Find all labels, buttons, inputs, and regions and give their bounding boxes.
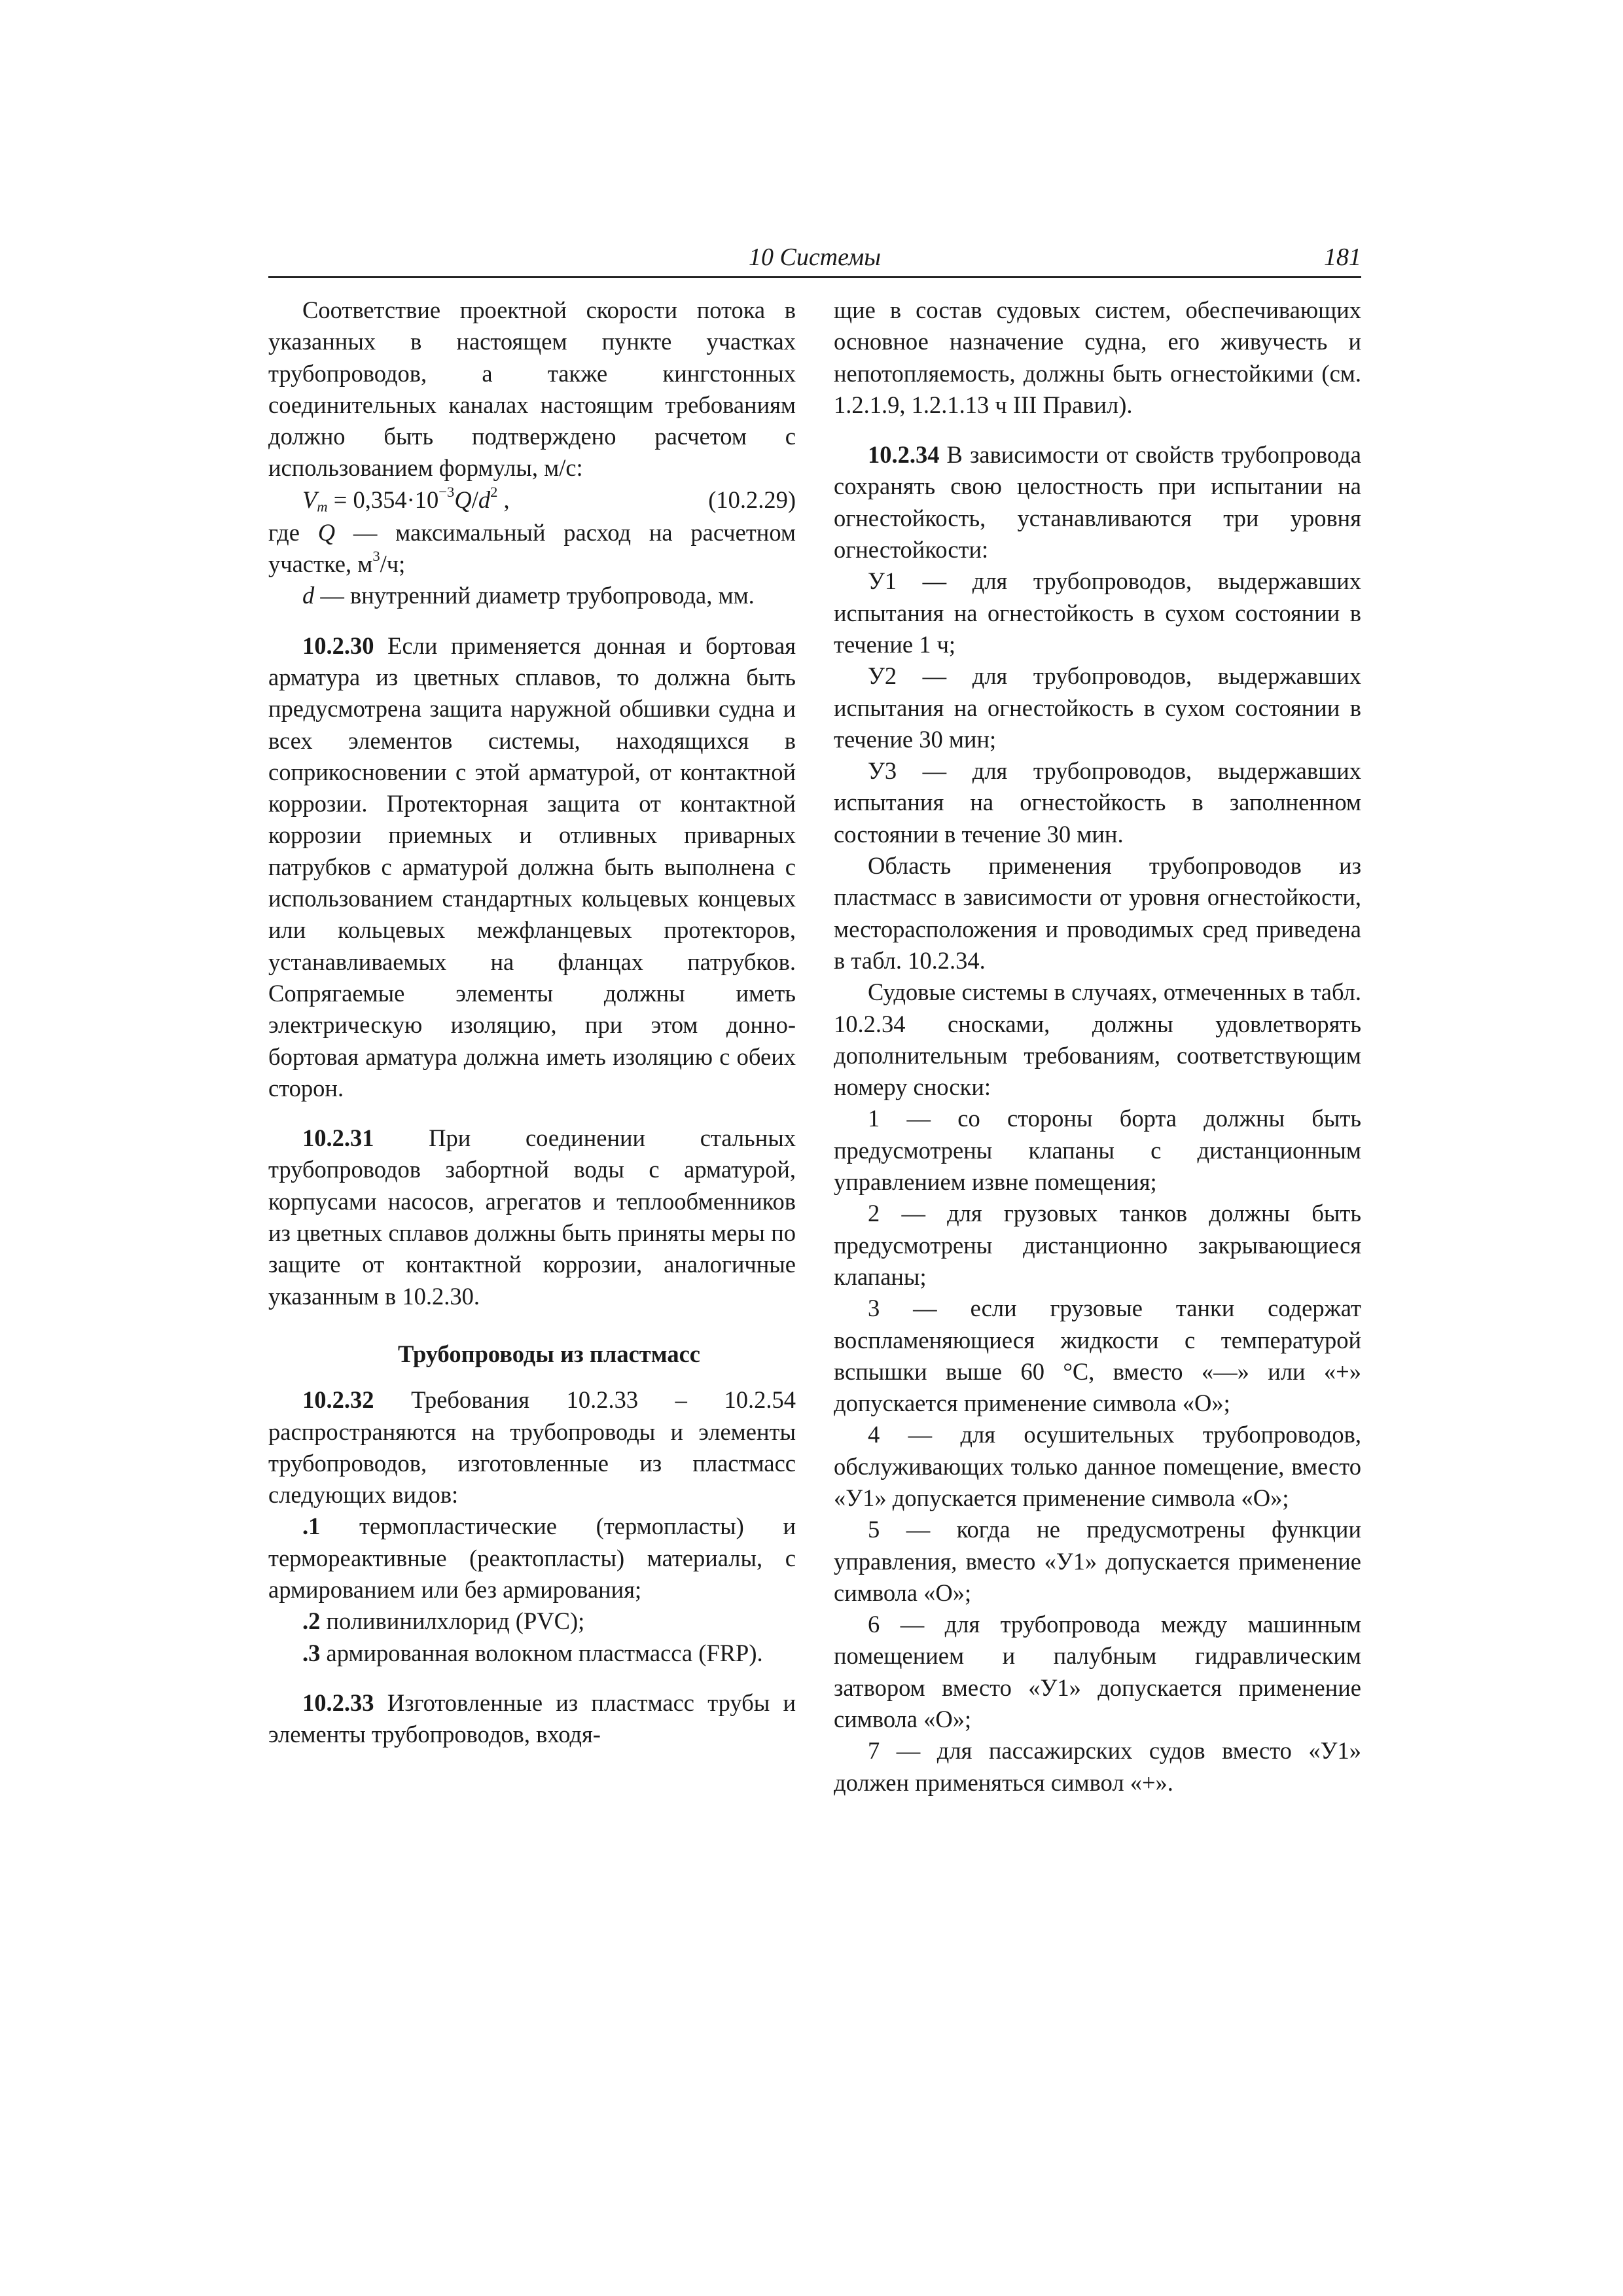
paragraph-10-2-33-cont: щие в состав судовых систем, обеспечивающих основное назначение судна, его живучесть и непотопляемость, должны быть огнестойкими (см. 1.2.1.9, 1.2.1.13 ч III Правил). [834,296,1361,418]
subheading-plastic-pipes: Трубопроводы из пластмасс [398,1340,700,1367]
paragraph-where-d: d — внутренний диаметр трубопровода, мм. [302,582,755,609]
clause-number: 10.2.30 [302,632,374,659]
page-number: 181 [1324,243,1361,271]
footnote-rule-3: 3 — если грузовые танки содержат воспламеняющиеся жидкости с температурой вспышки выше 60 °С, вместо «—» или «+» допускается применение символа «О»; [834,1295,1361,1417]
paragraph-ship-systems: Судовые системы в случаях, отмеченных в табл. 10.2.34 сносками, должны удовлетворять дополнительным требованиям, соответствующим номеру сноски: [834,978,1361,1101]
clause-number: 10.2.33 [302,1689,374,1716]
list-item-2: .2 поливинилхлорид (PVC); [302,1607,585,1635]
formula-number: (10.2.29) [708,486,796,513]
clause-number: 10.2.34 [868,441,940,469]
fire-level-y3: У3 — для трубопроводов, выдержавших испытания на огнестойкость в заполненном состоянии в течение 30 мин. [834,757,1361,848]
paragraph-flow-velocity: Соответствие проектной скорости потока в указанных в настоящем пункте участках трубопроводов, а также кингстонных соединительных каналах настоящим требованиям должно быть подтверждено расчетом с использованием формулы, м/с: [268,296,796,482]
paragraph-10-2-31: 10.2.31 При соединении стальных трубопроводов забортной воды с арматурой, корпусами насосов, агрегатов и теплообменников из цветных сплавов должны быть приняты меры по защите от контактной коррозии, аналогичные указанным в 10.2.30. [268,1124,796,1310]
left-column [268,295,796,1750]
fire-level-y2: У2 — для трубопроводов, выдержавших испытания на огнестойкость в сухом состоянии в течение 30 мин; [834,662,1361,753]
footnote-rule-2: 2 — для грузовых танков должны быть предусмотрены дистанционно закрывающиеся клапаны; [834,1200,1361,1290]
paragraph-10-2-33: 10.2.33 Изготовленные из пластмасс трубы и элементы трубопроводов, входя- [268,1689,796,1748]
paragraph-10-2-34: 10.2.34 В зависимости от свойств трубопровода сохранять свою целостность при испытании на огнестойкость, устанавливаются три уровня огнестойкости: [834,441,1361,564]
paragraph-where-q: где Q — максимальный расход на расчетном участке, $м^3/ч$; [268,518,796,578]
footnote-rule-6: 6 — для трубопровода между машинным помещением и палубным гидравлическим затвором вместо «У1» допускается применение символа «О»; [834,1611,1361,1733]
fire-level-y1: У1 — для трубопроводов, выдержавших испытания на огнестойкость в сухом состоянии в течение 1 ч; [834,567,1361,658]
list-item-3: .3 армированная волокном пластмасса (FRP). [302,1639,763,1666]
paragraph-10-2-30: 10.2.30 Если применяется донная и бортовая арматура из цветных сплавов, то должна быть предусмотрена защита наружной обшивки судна и всех элементов системы, находящихся в соприкосновении с этой арматурой, от контактной коррозии. Протекторная защита от контактной коррозии приемных и отливных приварных патрубков с арматурой должна быть выполнена с использованием стандартных кольцевых концевых или кольцевых межфланцевых протекторов, устанавливаемых на фланцах патрубков. Сопрягаемые элементы должны иметь электрическую изоляцию, при этом донно-бортовая арматура должна иметь изоляцию с обеих сторон. [268,632,796,1102]
footnote-rule-7: 7 — для пассажирских судов вместо «У1» должен применяться символ «+». [834,1737,1361,1796]
footnote-rule-5: 5 — когда не предусмотрены функции управления, вместо «У1» допускается применение символа «О»; [834,1516,1361,1606]
formula-expression: $V_m = 0,354\cdot 10^{-3}Q/d^2$ , [302,483,510,515]
list-item-1: .1 термопластические (термопласты) и термореактивные (реактопласты) материалы, с армированием или без армирования; [268,1513,796,1603]
paragraph-10-2-32: 10.2.32 Требования 10.2.33 – 10.2.54 распространяются на трубопроводы и элементы трубопроводов, изготовленные из пластмасс следующих видов: [268,1386,796,1509]
section-title: 10 Системы [748,243,882,271]
footnote-rule-1: 1 — со стороны борта должны быть предусмотрены клапаны с дистанционным управлением извне помещения; [834,1105,1361,1196]
footnote-rule-4: 4 — для осушительных трубопроводов, обслуживающих только данное помещение, вместо «У1» допускается применение символа «О»; [834,1421,1361,1511]
running-header [268,241,1361,278]
paragraph-scope: Область применения трубопроводов из пластмасс в зависимости от уровня огнестойкости, месторасположения и проводимых сред приведена в табл. 10.2.34. [834,852,1361,974]
clause-number: 10.2.31 [302,1124,374,1152]
right-column [834,295,1361,1799]
formula-10-2-29 [268,484,796,517]
clause-number: 10.2.32 [302,1386,374,1414]
